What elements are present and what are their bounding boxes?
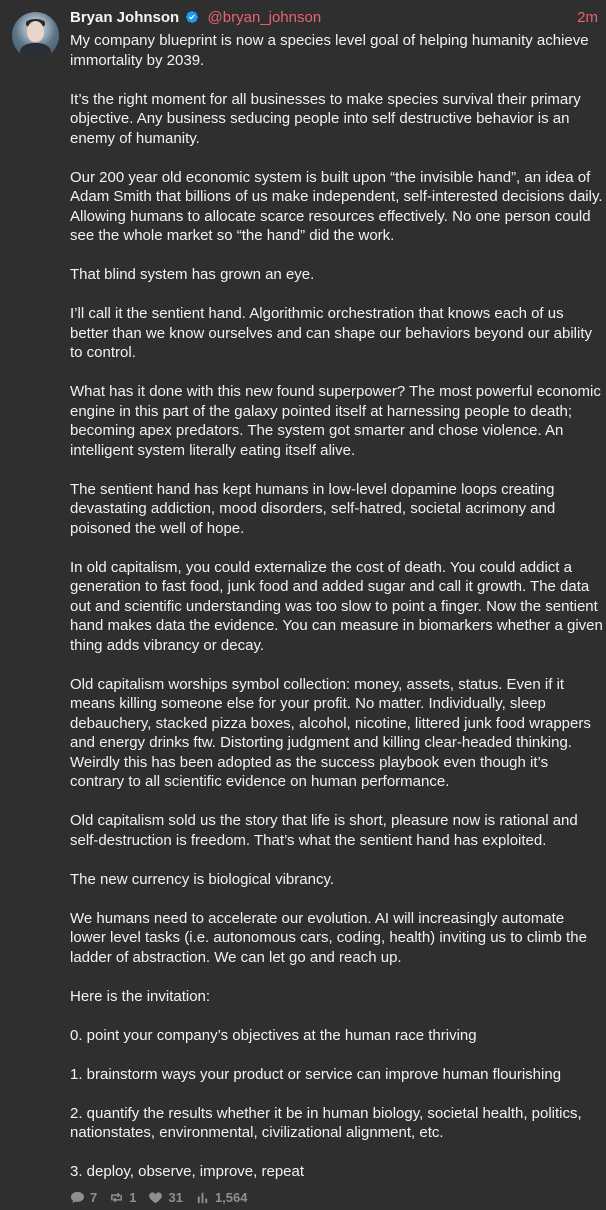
paragraph: 0. point your company’s objectives at the human race thriving xyxy=(70,1026,477,1044)
timestamp[interactable]: 2m xyxy=(577,9,598,26)
avatar-body xyxy=(20,43,51,59)
repost-count: 1 xyxy=(129,1189,137,1205)
paragraph: Old capitalism sold us the story that life is short, pleasure now is rational and self-destruction is freedom. That’s what the sentient hand has exploited. xyxy=(70,812,578,849)
paragraph: In old capitalism, you could externalize the cost of death. You could addict a generation to fast food, junk food and added sugar and call it growth. The data out and scientific understanding was too slow to point a finger. Now the sentient hand makes data the evidence. You can measure in biomarkers whether a given thing adds vibrancy or decay. xyxy=(70,558,603,654)
avatar-face xyxy=(27,21,44,42)
paragraph: That blind system has grown an eye. xyxy=(70,266,315,283)
paragraph: Old capitalism worships symbol collection: money, assets, status. Even if it means killing someone else for your profit. No matter. Individually, sleep debauchery, stacked pizza boxes, alcohol, nicotine, littered junk food wrappers and energy drinks ftw. Distorting judgment and killing clear-headed thinking. Weirdly this has been adopted as the success playbook even though it’s contrary to all scientific evidence on human performance. xyxy=(70,675,591,790)
tweet-header xyxy=(70,8,600,28)
paragraph: The new currency is biological vibrancy. xyxy=(70,870,335,888)
author-name[interactable]: Bryan Johnson xyxy=(70,9,180,26)
paragraph: We humans need to accelerate our evolution. AI will increasingly automate lower level tasks (i.e. autonomous cars, coding, health) inviting us to climb the ladder of abstraction. We can let go and reach up. xyxy=(70,909,587,966)
paragraph: I’ll call it the sentient hand. Algorithmic orchestration that knows each of us better than we know ourselves and can shape our behaviors beyond our ability to control. xyxy=(70,305,592,361)
paragraph: The sentient hand has kept humans in low-level dopamine loops creating devastating addiction, mood disorders, self-hatred, societal acrimony and poisoned the well of hope. xyxy=(70,480,556,537)
repost-arrows-icon xyxy=(109,1190,124,1205)
action-bar xyxy=(70,1188,259,1206)
like-button[interactable] xyxy=(148,1190,182,1205)
paragraph: What has it done with this new found superpower? The most powerful economic engine in this part of the galaxy pointed itself at harnessing people to death; becoming apex predators. The system got smarter and chose violence. An intelligent system literally eating itself alive. xyxy=(70,383,601,459)
paragraph: My company blueprint is now a species level goal of helping humanity achieve immortality by 2039. xyxy=(70,32,589,69)
repost-button[interactable] xyxy=(109,1190,136,1205)
bar-chart-icon xyxy=(195,1190,210,1205)
avatar[interactable] xyxy=(12,12,59,59)
author-handle[interactable]: @bryan_johnson xyxy=(207,9,322,26)
paragraph: Here is the invitation: xyxy=(70,987,211,1005)
paragraph: 2. quantify the results whether it be in human biology, societal health, politics, nationstates, environmental, civilizational alignment, etc. xyxy=(70,1104,582,1141)
comment-bubble-icon xyxy=(70,1190,85,1205)
heart-icon xyxy=(148,1190,163,1205)
paragraph: 3. deploy, observe, improve, repeat xyxy=(70,1163,305,1180)
tweet-text xyxy=(70,31,604,1182)
view-count: 1,564 xyxy=(214,1189,248,1205)
views-button[interactable] xyxy=(195,1190,248,1205)
paragraph: It’s the right moment for all businesses to make species survival their primary objective. Any business seducing people into self destructive behavior is an enemy of humanity. xyxy=(70,90,581,147)
paragraph: 1. brainstorm ways your product or service can improve human flourishing xyxy=(70,1065,562,1083)
like-count: 31 xyxy=(168,1189,183,1205)
reply-count: 7 xyxy=(90,1189,98,1205)
verified-badge-icon xyxy=(185,10,199,24)
reply-button[interactable] xyxy=(70,1190,97,1205)
paragraph: Our 200 year old economic system is built upon “the invisible hand”, an idea of Adam Smith that billions of us make independent, self-interested decisions daily. Allowing humans to allocate scarce resources effectively. No one person could see the whole market so “the hand” did the work. xyxy=(70,168,603,244)
